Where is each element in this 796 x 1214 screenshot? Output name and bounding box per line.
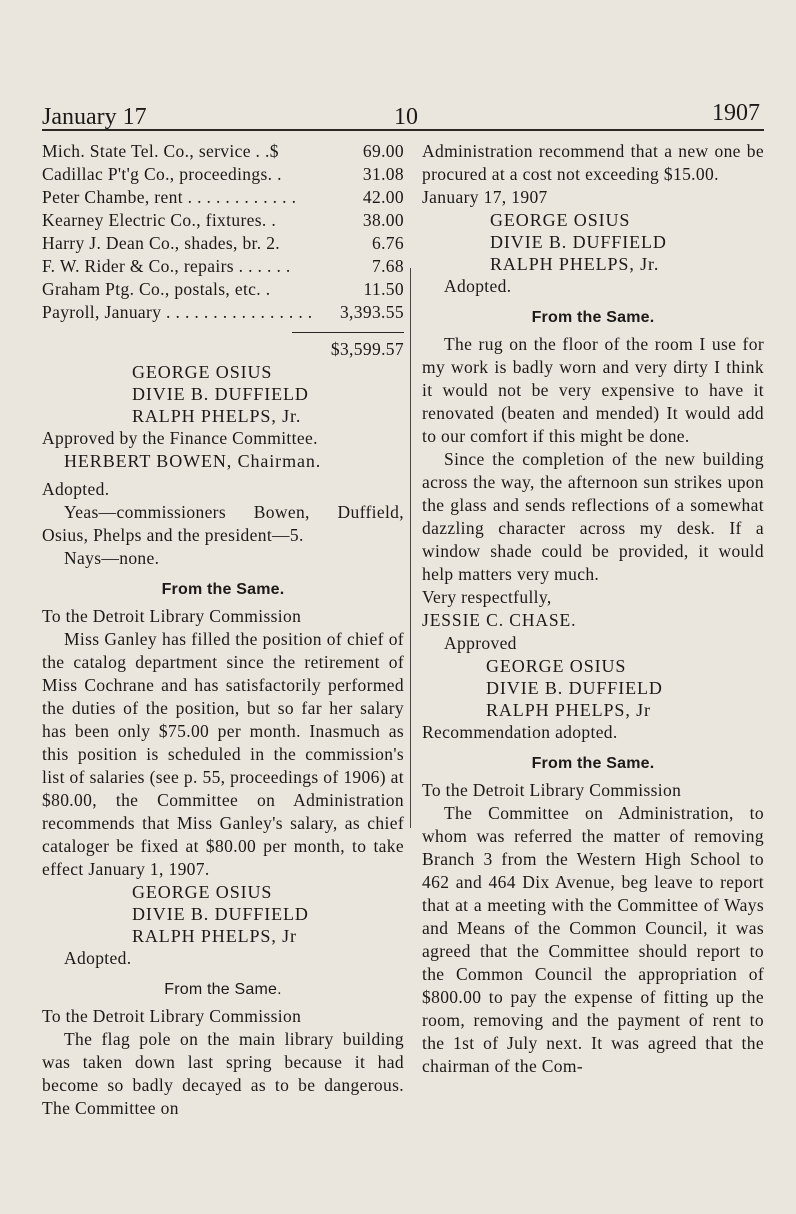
- ledger-label: Peter Chambe, rent . . . . . . . . . . . .: [42, 187, 297, 207]
- salutation: To the Detroit Library Commission: [42, 1006, 302, 1026]
- adopted-note: Adopted.: [444, 276, 512, 296]
- ledger-amount: 69.00: [362, 141, 404, 161]
- ledger-label: F. W. Rider & Co., repairs . . . . . .: [42, 256, 291, 276]
- right-column: [422, 140, 764, 1078]
- column-divider: [410, 268, 411, 828]
- signature-line: DIVIE B. DUFFIELD: [132, 904, 309, 924]
- signature-line: GEORGE OSIUS: [132, 362, 273, 382]
- continued-paragraph: Administration recommend that a new one be procured at a cost not exceeding $15.00.: [422, 141, 764, 184]
- yeas-vote: Yeas—commissioners Bowen, Duffield, Osius, Phelps and the president—5.: [42, 502, 404, 545]
- ledger-amount: 38.00: [362, 210, 404, 230]
- signature-line: RALPH PHELPS, Jr: [486, 700, 651, 720]
- ledger-row: [42, 140, 404, 163]
- signature-line: DIVIE B. DUFFIELD: [486, 678, 663, 698]
- page-header: [0, 96, 796, 130]
- ledger-label: Payroll, January . . . . . . . . . . . . . . . .: [42, 302, 313, 322]
- signature-line: RALPH PHELPS, Jr.: [490, 254, 660, 274]
- ledger-amount: 42.00: [362, 187, 404, 207]
- ledger-row: [42, 232, 404, 255]
- page-number: 10: [394, 104, 418, 130]
- ledger-row: [42, 186, 404, 209]
- section-heading: From the Same.: [531, 755, 655, 772]
- salutation: To the Detroit Library Commission: [422, 780, 682, 800]
- salutation: To the Detroit Library Commission: [42, 606, 302, 626]
- ledger-row: [42, 255, 404, 278]
- closing: Very respectfully,: [422, 587, 552, 607]
- ledger-total: $3,599.57: [330, 339, 404, 359]
- signature-line: GEORGE OSIUS: [486, 656, 627, 676]
- section-heading: From the Same.: [531, 309, 655, 326]
- chairman-signature: HERBERT BOWEN, Chairman.: [64, 451, 322, 471]
- section-heading: From the Same.: [161, 581, 285, 598]
- ledger-label: Graham Ptg. Co., postals, etc. .: [42, 279, 271, 299]
- header-year: 1907: [712, 100, 760, 126]
- ledger-row: [42, 209, 404, 232]
- ledger-amount: 6.76: [371, 233, 404, 253]
- ledger-row: [42, 163, 404, 186]
- ledger-amount: 7.68: [371, 256, 404, 276]
- approved-note: Approved: [444, 633, 517, 653]
- nays-vote: Nays—none.: [64, 548, 160, 568]
- signature-line: GEORGE OSIUS: [490, 210, 631, 230]
- ledger-label: Mich. State Tel. Co., service . .$: [42, 141, 279, 161]
- signature-line: GEORGE OSIUS: [132, 882, 273, 902]
- adopted-note: Adopted.: [64, 948, 132, 968]
- rug-paragraph: The rug on the floor of the room I use for my work is badly worn and very dirty I think it would not be very expensive to have it renovated (beaten and mended) It would add to our comfort if this might be done.: [422, 334, 764, 446]
- ganley-paragraph: Miss Ganley has filled the position of chief of the catalog department since the retirement of Miss Cochrane and has satisfactorily performed the duties of the position, but so far her salary has been only $75.00 per month. Inasmuch as this position is scheduled in the commission's list of salaries (see p. 55, proceedings of 1906) at $80.00, the Committee on Administration recommends that Miss Ganley's salary, as chief cataloger be fixed at $80.00 per month, to take effect January 1, 1907.: [42, 629, 404, 879]
- total-rule: [292, 332, 404, 333]
- header-date: January 17: [42, 104, 147, 130]
- adopted-note: Adopted.: [42, 479, 110, 499]
- sun-paragraph: Since the completion of the new building across the way, the afternoon sun strikes upon the glass and sends reflections of a somewhat dazzling character across my desk. If a window shade could be provided, it would help matters very much.: [422, 449, 764, 584]
- signer-name: JESSIE C. CHASE.: [422, 610, 577, 630]
- header-rule: [42, 129, 764, 131]
- ledger-label: Cadillac P't'g Co., proceedings. .: [42, 164, 282, 184]
- date-line: January 17, 1907: [422, 187, 548, 207]
- ledger-amount: 11.50: [363, 279, 404, 299]
- branch-paragraph: The Committee on Administration, to whom was referred the matter of removing Branch 3 from the Western High School to 462 and 464 Dix Avenue, beg leave to report that at a meeting with the Committee of Ways and Means of the Common Council, it was agreed that the Committee should report to the Common Council the appropriation of $800.00 to pay the expense of fitting up the room, removing and the payment of rent to the 1st of July next. It was agreed that the chairman of the Com-: [422, 803, 764, 1076]
- finance-approval: Approved by the Finance Committee.: [42, 428, 318, 448]
- ledger-row: [42, 278, 404, 301]
- section-heading: From the Same.: [164, 981, 282, 998]
- recommendation-adopted: Recommendation adopted.: [422, 722, 618, 742]
- flag-paragraph: The flag pole on the main library building was taken down last spring because it had become so badly decayed as to be dangerous. The Committee on: [42, 1029, 404, 1118]
- signature-line: RALPH PHELPS, Jr: [132, 926, 297, 946]
- ledger-label: Kearney Electric Co., fixtures. .: [42, 210, 277, 230]
- signature-line: RALPH PHELPS, Jr.: [132, 406, 302, 426]
- ledger-row: [42, 301, 404, 324]
- left-column: [42, 140, 404, 1120]
- ledger-amount: 3,393.55: [339, 302, 404, 322]
- ledger-amount: 31.08: [362, 164, 404, 184]
- signature-line: DIVIE B. DUFFIELD: [132, 384, 309, 404]
- signature-line: DIVIE B. DUFFIELD: [490, 232, 667, 252]
- ledger-table: [42, 140, 404, 324]
- ledger-label: Harry J. Dean Co., shades, br. 2.: [42, 233, 281, 253]
